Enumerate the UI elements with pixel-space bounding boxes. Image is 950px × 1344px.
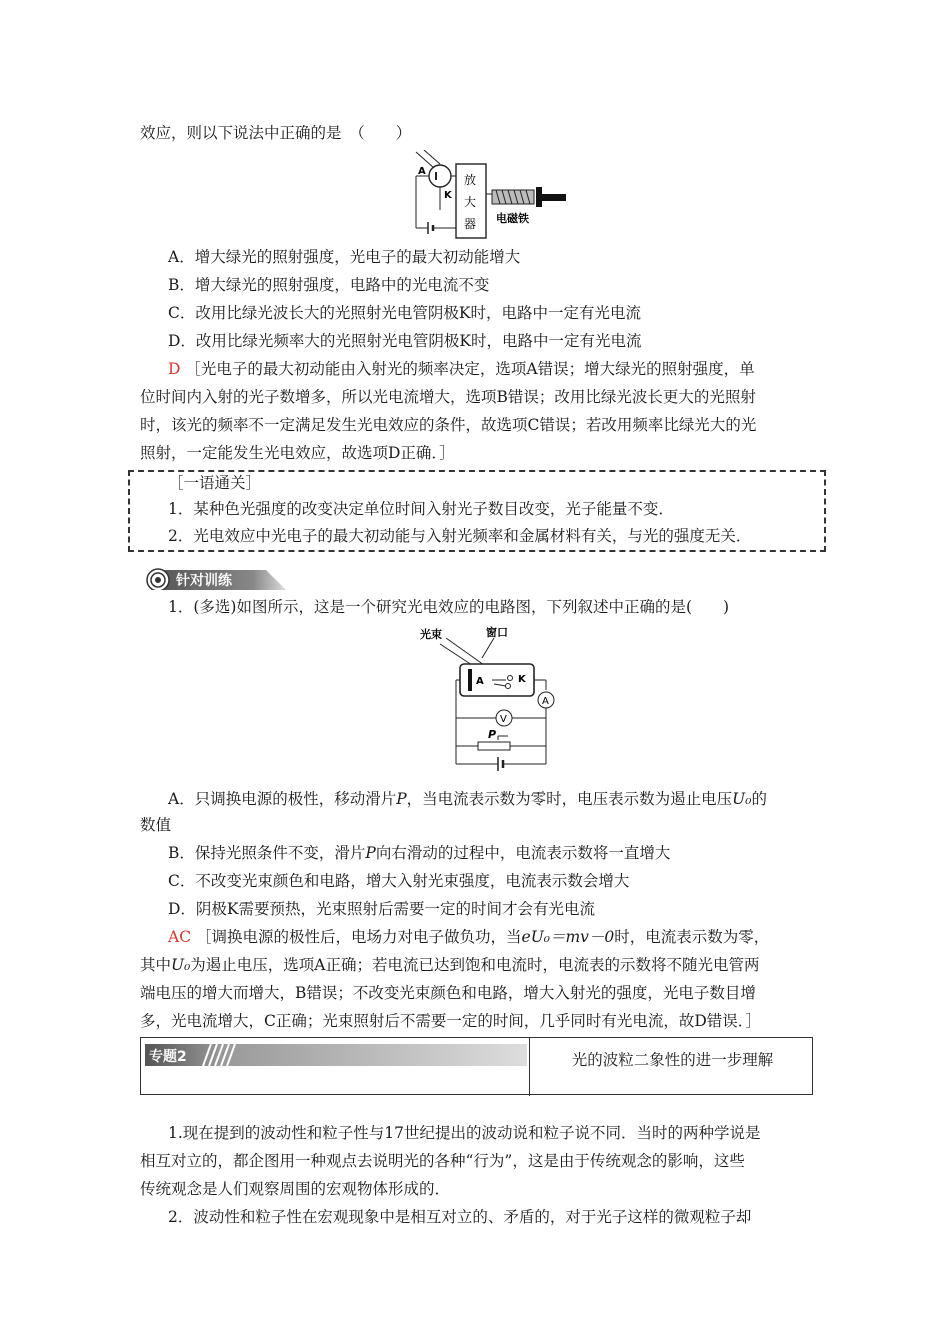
voltmeter-label: V — [500, 714, 507, 725]
topic-divider — [529, 1038, 530, 1096]
q2-option-a — [168, 788, 767, 810]
answer-letter: D — [168, 360, 181, 378]
q2-option-c: C．不改变光束颜色和电路，增大入射光束强度，电流表示数会增大 — [168, 872, 630, 890]
q2-explain-formula: eU₀＝mv－0 — [521, 928, 615, 946]
magnet-label: 电磁铁 — [496, 212, 529, 225]
ammeter-label: A — [542, 696, 549, 707]
body-line-4: 2．波动性和粒子性在宏观现象中是相互对立的、矛盾的，对于光子这样的微观粒子却 — [168, 1208, 752, 1226]
option-a: A．增大绿光的照射强度，光电子的最大初动能增大 — [168, 248, 521, 266]
cathode-label: K — [518, 674, 526, 685]
answer-explain-line-1 — [168, 358, 755, 380]
summary-item-2: 2．光电效应中光电子的最大初动能与入射光频率和金属材料有关，与光的强度无关． — [168, 527, 752, 545]
photoelectric-circuit-figure — [418, 624, 578, 774]
q2-option-a-p: P — [396, 790, 407, 808]
body-line-2: 相互对立的，都企图用一种观点去说明光的各种“行为”，这是由于传统观念的影响，这些 — [140, 1152, 745, 1170]
amp-char-3: 器 — [464, 217, 477, 231]
amp-char-2: 大 — [464, 195, 477, 209]
q2-option-b-text-2: 向右滑动的过程中，电流表示数将一直增大 — [375, 844, 671, 862]
topic-title: 光的波粒二象性的进一步理解 — [571, 1051, 774, 1069]
topic-badge-bar — [145, 1044, 527, 1070]
section-label: 针对训练 — [176, 573, 232, 589]
explain-line-4: 照射，一定能发生光电效应，故选项D正确．］ — [140, 444, 455, 462]
q2-option-d: D．阴极K需要预热，光束照射后需要一定的时间才会有光电流 — [168, 900, 596, 918]
question-intro: 效应，则以下说法中正确的是 （ ） — [140, 124, 412, 142]
option-d: D．改用比绿光频率大的光照射光电管阴极K时，电路中一定有光电流 — [168, 332, 642, 350]
q2-option-a-text-2: ，当电流表示数为零时，电压表示数为遏止电压 — [406, 790, 733, 808]
beam-label: 光束 — [420, 628, 442, 641]
q2-option-b-text-1: B．保持光照条件不变，滑片 — [168, 844, 366, 862]
q2-explain-text-2a: 其中 — [140, 956, 172, 974]
explain-line-3: 时，该光的频率不一定满足发生光电效应的条件，故选项C错误；若改用频率比绿光大的光 — [140, 416, 757, 434]
q2-option-a-u: U₀ — [732, 790, 752, 808]
window-label: 窗口 — [486, 626, 508, 639]
q2-explain-line-4: 多，光电流增大，C正确；光束照射后不需要一定的时间，几乎同时有光电流，故D错误．］ — [140, 1012, 762, 1030]
body-line-1: 1.现在提到的波动性和粒子性与17世纪提出的波动说和粒子说不同．当时的两种学说是 — [168, 1124, 761, 1142]
q2-explain-text-2c: 为遏止电压，选项A正确；若电流已达到饱和电流时，电流表的示数将不随光电管两 — [190, 956, 760, 974]
q2-option-a-text-1: A．只调换电源的极性，移动滑片 — [168, 790, 397, 808]
topic-badge: 专题2 — [149, 1049, 187, 1065]
relay-circuit-figure — [408, 150, 578, 242]
amp-char-1: 放 — [464, 173, 477, 187]
q2-stem: 1．(多选)如图所示，这是一个研究光电效应的电路图，下列叙述中正确的是( ) — [168, 598, 730, 616]
q2-option-a-text-3: 的 — [751, 790, 767, 808]
option-b: B．增大绿光的照射强度，电路中的光电流不变 — [168, 276, 490, 294]
explain-text-1: ［光电子的最大初动能由入射光的频率决定，选项A错误；增大绿光的照射强度，单 — [185, 360, 755, 378]
section-header — [146, 568, 290, 590]
q2-explain-text-1a: ［调换电源的极性后，电场力对电子做负功，当 — [196, 928, 522, 946]
q2-explain-line-3: 端电压的增大而增大，B错误；不改变光束颜色和电路，增大入射光的强度，光电子数目增 — [140, 984, 756, 1002]
q2-explain-line-1 — [168, 926, 769, 948]
summary-item-1: 1．某种色光强度的改变决定单位时间入射光子数目改变，光子能量不变． — [168, 500, 674, 518]
q2-option-b — [168, 842, 670, 864]
body-line-3: 传统观念是人们观察周围的宏观物体形成的． — [140, 1180, 451, 1198]
q2-option-b-p: P — [365, 844, 376, 862]
option-c: C．改用比绿光波长大的光照射光电管阴极K时，电路中一定有光电流 — [168, 304, 641, 322]
q2-explain-u0: U₀ — [171, 956, 191, 974]
topic-box — [140, 1037, 813, 1095]
label-a: A — [418, 166, 426, 177]
explain-line-2: 位时间内入射的光子数增多，所以光电流增大，选项B错误；改用比绿光波长更大的光照射 — [140, 388, 756, 406]
anode-label: A — [476, 676, 484, 687]
q2-explain-text-1c: 时，电流表示数为零， — [614, 928, 770, 946]
q2-answer: AC — [168, 928, 192, 946]
q2-explain-line-2 — [140, 954, 760, 976]
q2-option-a-cont: 数值 — [140, 816, 172, 834]
label-k: K — [444, 190, 452, 201]
slider-label: P — [488, 728, 497, 741]
summary-title: ［一语通关］ — [168, 474, 262, 492]
